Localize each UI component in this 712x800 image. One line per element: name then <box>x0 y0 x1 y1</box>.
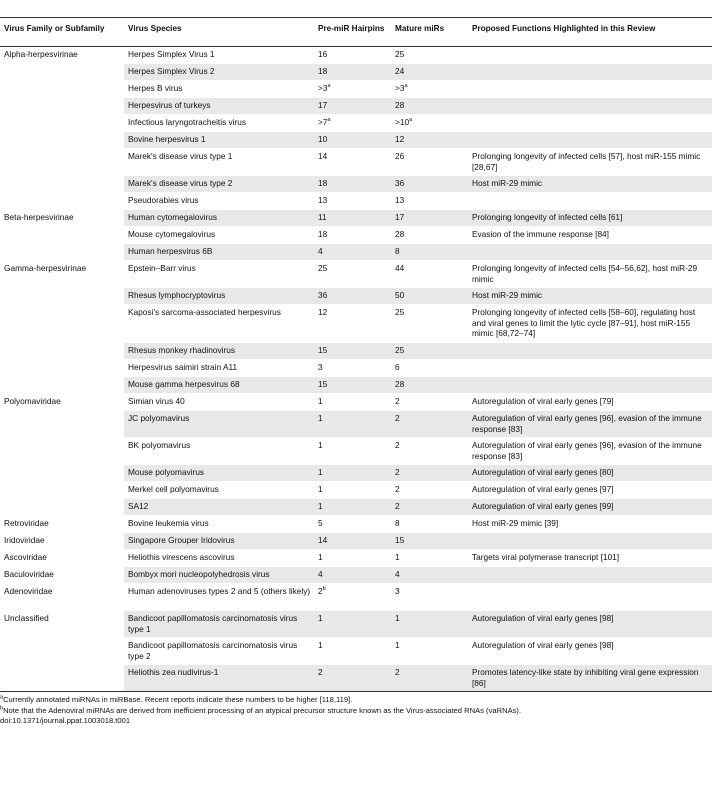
table-header-row <box>0 18 712 47</box>
functions-cell: Host miR-29 mimic <box>468 288 712 305</box>
functions-cell: Targets viral polymerase transcript [101] <box>468 550 712 567</box>
functions-cell: Prolonging longevity of infected cells [54–56,62], host miR-29 mimic <box>468 261 712 288</box>
family-cell <box>0 244 124 261</box>
family-cell <box>0 343 124 360</box>
mature-cell: 1 <box>391 550 468 567</box>
family-cell: Baculoviridae <box>0 567 124 584</box>
table-footnotes <box>0 692 712 727</box>
species-cell: Mouse polyomavirus <box>124 465 314 482</box>
functions-cell <box>468 533 712 550</box>
species-cell: Human cytomegalovirus <box>124 210 314 227</box>
functions-cell: Evasion of the immune response [84] <box>468 227 712 244</box>
premir-cell: 1 <box>314 465 391 482</box>
functions-cell: Host miR-29 mimic [39] <box>468 516 712 533</box>
functions-cell <box>468 360 712 377</box>
table-row <box>0 98 712 115</box>
footnote-mark: a <box>409 117 413 124</box>
family-cell <box>0 132 124 149</box>
premir-cell: 13 <box>314 193 391 210</box>
premir-cell: 36 <box>314 288 391 305</box>
footnote-b-text: Note that the Adenoviral miRNAs are derived from inefficient processing of an atypical precursor structure known as the Virus-associated RNAs (vaRNAs). <box>3 705 522 715</box>
family-cell <box>0 98 124 115</box>
family-cell <box>0 638 124 665</box>
mature-cell: 2 <box>391 394 468 411</box>
functions-cell: Autoregulation of viral early genes [97] <box>468 482 712 499</box>
species-cell: Heliothis zea nudivirus-1 <box>124 665 314 692</box>
header-family: Virus Family or Subfamily <box>0 18 124 47</box>
mature-cell: 28 <box>391 98 468 115</box>
species-cell: Mouse gamma herpesvirus 68 <box>124 377 314 394</box>
functions-cell: Autoregulation of viral early genes [96], evasion of the immune response [83] <box>468 411 712 438</box>
table-row <box>0 149 712 176</box>
functions-cell <box>468 584 712 611</box>
species-cell: Human herpesvirus 6B <box>124 244 314 261</box>
family-cell: Alpha-herpesvirinae <box>0 47 124 64</box>
functions-cell: Autoregulation of viral early genes [98] <box>468 638 712 665</box>
species-cell: SA12 <box>124 499 314 516</box>
family-cell: Retroviridae <box>0 516 124 533</box>
species-cell: Mouse cytomegalovirus <box>124 227 314 244</box>
table-row <box>0 47 712 64</box>
footnote-mark: a <box>327 83 331 90</box>
functions-cell <box>468 115 712 132</box>
functions-cell: Autoregulation of viral early genes [80] <box>468 465 712 482</box>
top-margin <box>0 0 712 17</box>
family-cell <box>0 665 124 692</box>
premir-cell: 15 <box>314 343 391 360</box>
table-row <box>0 343 712 360</box>
premir-cell: 15 <box>314 377 391 394</box>
premir-cell: 1 <box>314 611 391 638</box>
mature-cell: 28 <box>391 377 468 394</box>
species-cell: Infectious laryngotracheitis virus <box>124 115 314 132</box>
premir-cell: 17 <box>314 98 391 115</box>
footnote-a-mark: a <box>0 694 4 701</box>
family-cell <box>0 360 124 377</box>
header-functions: Proposed Functions Highlighted in this Review <box>468 18 712 47</box>
mature-cell: $>10^a$ <box>391 115 468 132</box>
species-cell: Marek's disease virus type 2 <box>124 176 314 193</box>
family-cell <box>0 149 124 176</box>
functions-cell: Autoregulation of viral early genes [79] <box>468 394 712 411</box>
mature-cell: 2 <box>391 499 468 516</box>
family-cell: Gamma-herpesvirinae <box>0 261 124 288</box>
table-row <box>0 567 712 584</box>
mature-cell: 24 <box>391 64 468 81</box>
header-species: Virus Species <box>124 18 314 47</box>
premir-cell: 1 <box>314 638 391 665</box>
table-row <box>0 227 712 244</box>
premir-cell: 1 <box>314 438 391 465</box>
family-cell <box>0 288 124 305</box>
mature-cell: 2 <box>391 411 468 438</box>
functions-cell <box>468 244 712 261</box>
table-row <box>0 411 712 438</box>
family-cell <box>0 193 124 210</box>
footnote-mark: b <box>322 586 326 593</box>
mature-cell: 26 <box>391 149 468 176</box>
premir-cell: 10 <box>314 132 391 149</box>
mature-cell: 6 <box>391 360 468 377</box>
table-row <box>0 394 712 411</box>
mature-cell: 2 <box>391 438 468 465</box>
virus-mirna-table <box>0 17 712 692</box>
family-cell <box>0 176 124 193</box>
premir-cell: 3 <box>314 360 391 377</box>
mature-cell: 15 <box>391 533 468 550</box>
family-cell: Polyomaviridae <box>0 394 124 411</box>
family-cell <box>0 377 124 394</box>
mature-cell: 4 <box>391 567 468 584</box>
footnote-b <box>0 706 712 717</box>
species-cell: Herpes Simplex Virus 1 <box>124 47 314 64</box>
mature-cell: 17 <box>391 210 468 227</box>
footnote-b-mark: b <box>0 704 4 711</box>
mature-cell: 8 <box>391 516 468 533</box>
premir-cell: 1 <box>314 482 391 499</box>
table-row <box>0 305 712 343</box>
premir-cell: 4 <box>314 244 391 261</box>
premir-cell: 1 <box>314 411 391 438</box>
functions-cell: Autoregulation of viral early genes [99] <box>468 499 712 516</box>
family-cell <box>0 115 124 132</box>
premir-cell: 1 <box>314 499 391 516</box>
functions-cell <box>468 132 712 149</box>
functions-cell <box>468 81 712 98</box>
mature-cell: 44 <box>391 261 468 288</box>
premir-cell: 18 <box>314 176 391 193</box>
premir-cell: 14 <box>314 533 391 550</box>
table-row <box>0 81 712 98</box>
functions-cell <box>468 47 712 64</box>
table-row <box>0 465 712 482</box>
family-cell <box>0 305 124 343</box>
table-row <box>0 516 712 533</box>
family-cell <box>0 64 124 81</box>
footnote-a-text: Currently annotated miRNAs in miRBase. Recent reports indicate these numbers to be higher [118,119]. <box>3 695 353 704</box>
table-row <box>0 288 712 305</box>
species-cell: Simian virus 40 <box>124 394 314 411</box>
functions-cell: Autoregulation of viral early genes [96], evasion of the immune response [83] <box>468 438 712 465</box>
functions-cell <box>468 64 712 81</box>
mature-cell: $>3^a$ <box>391 81 468 98</box>
mature-cell: 3 <box>391 584 468 611</box>
species-cell: Herpes Simplex Virus 2 <box>124 64 314 81</box>
species-cell: Human adenoviruses types 2 and 5 (others likely) <box>124 584 314 611</box>
premir-cell: 18 <box>314 64 391 81</box>
species-cell: Bombyx mori nucleopolyhedrosis virus <box>124 567 314 584</box>
functions-cell: Autoregulation of viral early genes [98] <box>468 611 712 638</box>
family-cell: Unclassified <box>0 611 124 638</box>
mature-cell: 2 <box>391 665 468 692</box>
table-row <box>0 584 712 611</box>
premir-cell: 2 <box>314 665 391 692</box>
table-row <box>0 115 712 132</box>
table-row <box>0 210 712 227</box>
family-cell: Ascoviridae <box>0 550 124 567</box>
premir-cell: 25 <box>314 261 391 288</box>
family-cell <box>0 438 124 465</box>
family-cell <box>0 465 124 482</box>
species-cell: Bandicoot papillomatosis carcinomatosis virus type 1 <box>124 611 314 638</box>
mature-cell: 1 <box>391 611 468 638</box>
species-cell: Merkel cell polyomavirus <box>124 482 314 499</box>
mature-cell: 2 <box>391 465 468 482</box>
premir-cell: 12 <box>314 305 391 343</box>
mature-cell: 2 <box>391 482 468 499</box>
mature-cell: 13 <box>391 193 468 210</box>
table-row <box>0 193 712 210</box>
table-row <box>0 132 712 149</box>
species-cell: Herpesvirus saimiri strain A11 <box>124 360 314 377</box>
header-premir: Pre-miR Hairpins <box>314 18 391 47</box>
footnote-mark: a <box>327 117 331 124</box>
family-cell <box>0 499 124 516</box>
table-row <box>0 438 712 465</box>
species-cell: Herpesvirus of turkeys <box>124 98 314 115</box>
table-body <box>0 47 712 692</box>
family-cell <box>0 482 124 499</box>
premir-cell: 5 <box>314 516 391 533</box>
table-row <box>0 499 712 516</box>
footnote-mark: a <box>404 83 408 90</box>
premir-cell: 14 <box>314 149 391 176</box>
species-cell: Bovine herpesvirus 1 <box>124 132 314 149</box>
mature-cell: 36 <box>391 176 468 193</box>
mature-cell: 25 <box>391 47 468 64</box>
table-row <box>0 360 712 377</box>
family-cell: Iridoviridae <box>0 533 124 550</box>
mature-cell: 1 <box>391 638 468 665</box>
functions-cell <box>468 98 712 115</box>
species-cell: JC polyomavirus <box>124 411 314 438</box>
mature-cell: 25 <box>391 343 468 360</box>
premir-cell: 11 <box>314 210 391 227</box>
table-row <box>0 533 712 550</box>
table-doi: doi:10.1371/journal.ppat.1003018.t001 <box>0 716 131 725</box>
premir-cell: 2$^b$ <box>314 584 391 611</box>
mature-cell: 25 <box>391 305 468 343</box>
mature-cell: 12 <box>391 132 468 149</box>
table-row <box>0 482 712 499</box>
functions-cell <box>468 377 712 394</box>
functions-cell: Prolonging longevity of infected cells [58–60], regulating host and viral genes to limit the lytic cycle [87–91], host miR-155 mimic [68,72–74] <box>468 305 712 343</box>
premir-cell: 1 <box>314 550 391 567</box>
family-cell: Adenoviridae <box>0 584 124 611</box>
premir-cell: $>7^a$ <box>314 115 391 132</box>
species-cell: Kaposi's sarcoma-associated herpesvirus <box>124 305 314 343</box>
mature-cell: 50 <box>391 288 468 305</box>
table-row <box>0 261 712 288</box>
table-row <box>0 244 712 261</box>
mature-cell: 28 <box>391 227 468 244</box>
table-row <box>0 377 712 394</box>
premir-cell: 4 <box>314 567 391 584</box>
species-cell: Epstein–Barr virus <box>124 261 314 288</box>
table-row <box>0 176 712 193</box>
table-row <box>0 665 712 692</box>
family-cell: Beta-herpesvirinae <box>0 210 124 227</box>
family-cell <box>0 81 124 98</box>
species-cell: Heliothis virescens ascovirus <box>124 550 314 567</box>
premir-cell: 1 <box>314 394 391 411</box>
functions-cell: Prolonging longevity of infected cells [57], host miR-155 mimic [28,67] <box>468 149 712 176</box>
family-cell <box>0 411 124 438</box>
premir-cell: 18 <box>314 227 391 244</box>
species-cell: Pseudorabies virus <box>124 193 314 210</box>
species-cell: Marek's disease virus type 1 <box>124 149 314 176</box>
table-row <box>0 611 712 638</box>
functions-cell <box>468 343 712 360</box>
functions-cell <box>468 193 712 210</box>
mature-cell: 8 <box>391 244 468 261</box>
functions-cell: Prolonging longevity of infected cells [61] <box>468 210 712 227</box>
species-cell: Rhesus lymphocryptovirus <box>124 288 314 305</box>
footnote-a <box>0 695 712 706</box>
functions-cell: Host miR-29 mimic <box>468 176 712 193</box>
functions-cell: Promotes latency-like state by inhibiting viral gene expression [86] <box>468 665 712 692</box>
premir-cell: $>3^a$ <box>314 81 391 98</box>
table-row <box>0 64 712 81</box>
species-cell: Bovine leukemia virus <box>124 516 314 533</box>
species-cell: Herpes B virus <box>124 81 314 98</box>
species-cell: Bandicoot papillomatosis carcinomatosis virus type 2 <box>124 638 314 665</box>
species-cell: BK polyomavirus <box>124 438 314 465</box>
species-cell: Rhesus monkey rhadinovirus <box>124 343 314 360</box>
family-cell <box>0 227 124 244</box>
table-row <box>0 638 712 665</box>
table-row <box>0 550 712 567</box>
header-mature: Mature miRs <box>391 18 468 47</box>
functions-cell <box>468 567 712 584</box>
species-cell: Singapore Grouper Iridovirus <box>124 533 314 550</box>
premir-cell: 16 <box>314 47 391 64</box>
